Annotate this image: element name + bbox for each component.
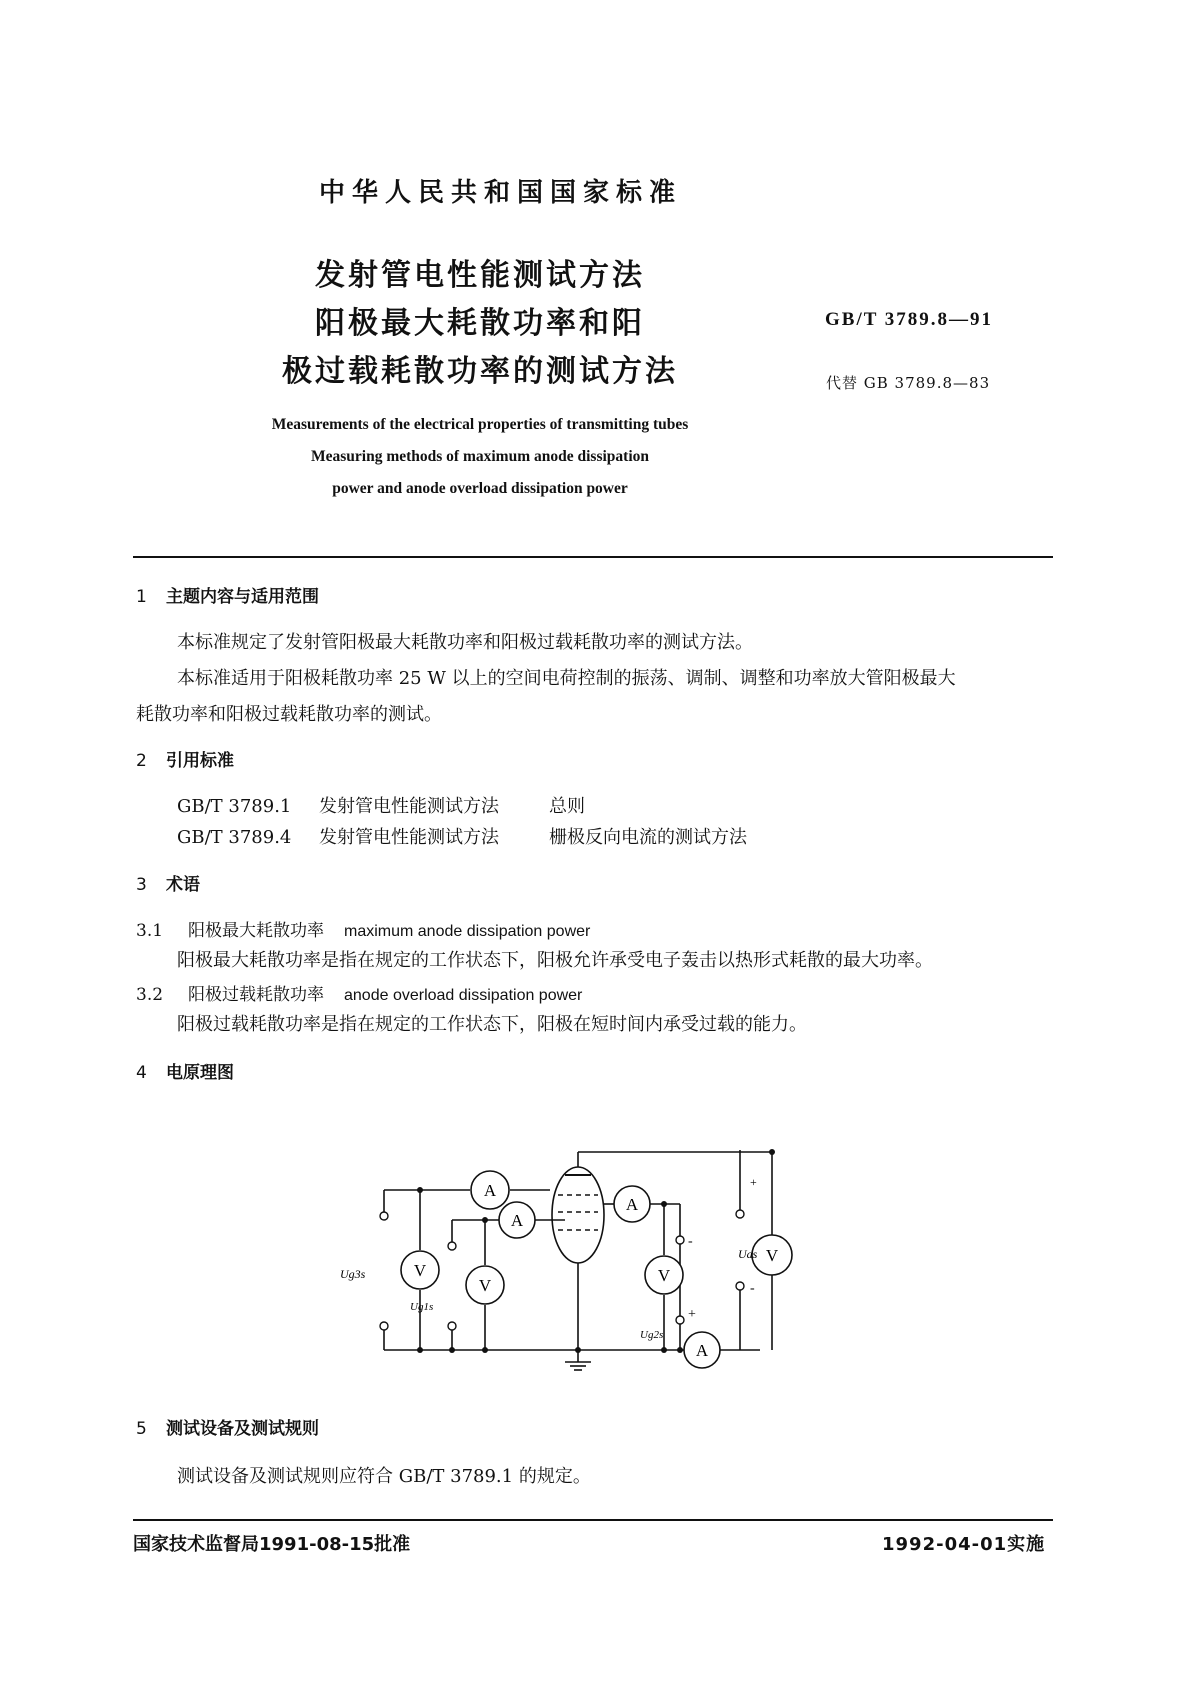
- national-standard-heading: 中华人民共和国国家标准: [318, 178, 682, 208]
- svg-text:A: A: [695, 1341, 709, 1360]
- section-1-paragraph-1: 本标准规定了发射管阳极最大耗散功率和阳极过载耗散功率的测试方法。: [177, 632, 753, 653]
- section-5-heading: [136, 1414, 319, 1439]
- title-line-1: 发射管电性能测试方法: [315, 258, 645, 293]
- grid2-plus: +: [688, 1307, 696, 1322]
- reference-name: 发射管电性能测试方法: [319, 827, 499, 848]
- reference-subtitle: 栅极反向电流的测试方法: [549, 827, 747, 848]
- label-ug3s: Ug3s: [340, 1267, 366, 1281]
- section-number: 1: [136, 587, 147, 607]
- section-1-heading: [136, 582, 319, 607]
- title-line-3: 极过载耗散功率的测试方法: [282, 354, 678, 389]
- term-number: 3.2: [136, 985, 164, 1005]
- term-3-1-definition: 阳极最大耗散功率是指在规定的工作状态下，阳极允许承受电子轰击以热形式耗散的最大功率。: [177, 950, 933, 971]
- svg-text:V: V: [413, 1261, 427, 1280]
- section-title: 主题内容与适用范围: [166, 587, 319, 607]
- svg-text:V: V: [657, 1266, 671, 1285]
- reference-code: GB/T 3789.4: [177, 827, 292, 848]
- ammeter-grid3: [471, 1171, 509, 1209]
- section-4-heading: [136, 1058, 234, 1083]
- section-number: 2: [136, 751, 147, 771]
- reference-name: 发射管电性能测试方法: [319, 796, 499, 817]
- term-3-2: [136, 980, 582, 1005]
- label-uas: Uas: [738, 1247, 758, 1261]
- term-chinese: 阳极最大耗散功率: [188, 921, 324, 941]
- section-number: 4: [136, 1063, 147, 1083]
- ammeter-anode: [684, 1332, 720, 1368]
- title-line-2: 阳极最大耗散功率和阳: [315, 306, 645, 341]
- reference-subtitle: 总则: [549, 796, 585, 817]
- english-title-line-3: power and anode overload dissipation power: [332, 480, 628, 497]
- section-number: 3: [136, 875, 147, 895]
- svg-text:V: V: [478, 1276, 492, 1295]
- section-5-paragraph: 测试设备及测试规则应符合 GB/T 3789.1 的规定。: [177, 1466, 591, 1487]
- section-1-paragraph-2a: 本标准适用于阳极耗散功率 25 W 以上的空间电荷控制的振荡、调制、调整和功率放大管阳极最大: [177, 668, 956, 689]
- grid2-minus: -: [688, 1234, 693, 1249]
- anode-minus: -: [750, 1281, 755, 1296]
- section-1-paragraph-2b: 耗散功率和阳极过载耗散功率的测试。: [136, 704, 442, 725]
- term-3-1: [136, 916, 590, 941]
- voltmeter-grid2: [645, 1256, 683, 1294]
- term-english: anode overload dissipation power: [344, 987, 583, 1004]
- svg-text:A: A: [483, 1181, 497, 1200]
- implementation-date: 1992-04-01实施: [882, 1534, 1046, 1555]
- label-ug1s: Ug1s: [410, 1301, 434, 1313]
- term-chinese: 阳极过载耗散功率: [188, 985, 324, 1005]
- footer-divider: [133, 1519, 1053, 1521]
- header-divider: [133, 556, 1053, 558]
- reference-row: [177, 823, 747, 849]
- term-english: maximum anode dissipation power: [344, 923, 591, 940]
- section-number: 5: [136, 1419, 147, 1439]
- ammeter-grid1: [499, 1202, 535, 1238]
- standard-code: GB/T 3789.8—91: [825, 309, 994, 330]
- english-title-line-1: Measurements of the electrical properties of transmitting tubes: [271, 416, 689, 433]
- label-ug2s: Ug2s: [640, 1329, 664, 1341]
- ammeter-grid2: [614, 1186, 650, 1222]
- english-title-line-2: Measuring methods of maximum anode dissipation: [310, 448, 650, 465]
- circuit-diagram: [340, 1150, 820, 1370]
- svg-text:A: A: [625, 1195, 639, 1214]
- section-title: 测试设备及测试规则: [166, 1419, 319, 1439]
- reference-code: GB/T 3789.1: [177, 796, 292, 817]
- section-3-heading: [136, 870, 200, 895]
- replaces-code: 代替 GB 3789.8—83: [826, 374, 991, 392]
- voltmeter-grid3: [401, 1251, 439, 1289]
- svg-text:V: V: [765, 1246, 779, 1265]
- anode-plus: +: [750, 1175, 757, 1189]
- reference-row: [177, 792, 585, 818]
- svg-text:A: A: [510, 1211, 524, 1230]
- term-3-2-definition: 阳极过载耗散功率是指在规定的工作状态下，阳极在短时间内承受过载的能力。: [177, 1014, 807, 1035]
- section-title: 电原理图: [166, 1063, 234, 1083]
- approval-info: 国家技术监督局1991-08-15批准: [133, 1534, 411, 1555]
- voltmeter-anode: [752, 1235, 792, 1275]
- voltmeter-grid1: [466, 1266, 504, 1304]
- term-number: 3.1: [136, 921, 164, 941]
- section-title: 术语: [166, 875, 200, 895]
- section-title: 引用标准: [166, 751, 234, 771]
- section-2-heading: [136, 746, 234, 771]
